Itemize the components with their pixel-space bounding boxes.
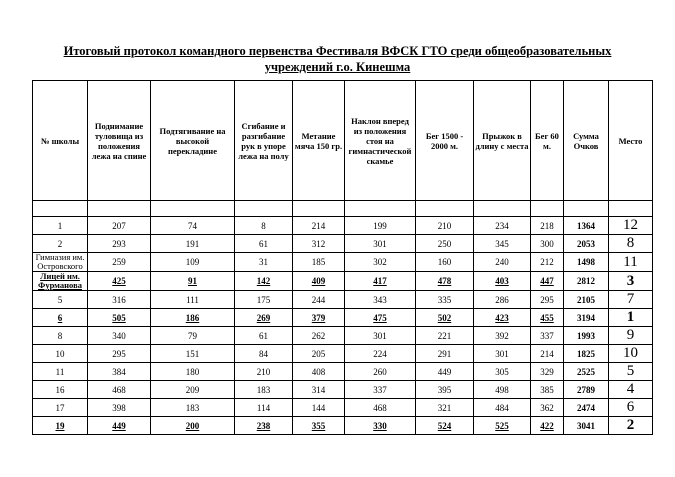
cell-score: 183 [151,399,235,417]
cell-score: 61 [235,327,293,345]
col-header-place: Место [609,81,653,201]
cell-place: 4 [609,381,653,399]
cell-score: 417 [345,272,416,291]
table-row [33,272,653,291]
cell-score: 210 [416,217,474,235]
cell-place: 10 [609,345,653,363]
cell-score: 109 [151,253,235,272]
cell-score: 403 [474,272,531,291]
cell-score: 340 [88,327,151,345]
cell-school: Лицей им. Фурманова [33,272,88,291]
col-header-run-60: Бег 60 м. [531,81,564,201]
cell-score: 183 [235,381,293,399]
cell-score: 355 [293,417,345,435]
col-header-school: № школы [33,81,88,201]
cell-score: 449 [88,417,151,435]
cell-score: 185 [293,253,345,272]
cell-score: 224 [345,345,416,363]
cell-score: 423 [474,309,531,327]
table-row [33,345,653,363]
cell-score: 214 [293,217,345,235]
cell-score: 329 [531,363,564,381]
cell-score: 335 [416,291,474,309]
cell-score: 447 [531,272,564,291]
cell-score: 379 [293,309,345,327]
col-header-pullups: Подтягивание на высокой перекладине [151,81,235,201]
cell-score: 505 [88,309,151,327]
cell-school: 1 [33,217,88,235]
cell-score: 384 [88,363,151,381]
cell-score: 449 [416,363,474,381]
cell-score: 525 [474,417,531,435]
cell-score: 409 [293,272,345,291]
cell-score: 209 [151,381,235,399]
cell-school: 2 [33,235,88,253]
cell-score: 295 [88,345,151,363]
cell-score: 337 [531,327,564,345]
cell-score: 475 [345,309,416,327]
cell-score: 244 [293,291,345,309]
title-line-1: Итоговый протокол командного первенства Фестиваля ВФСК ГТО среди общеобразовательных [63,44,612,58]
cell-place: 12 [609,217,653,235]
cell-score: 200 [151,417,235,435]
cell-score: 259 [88,253,151,272]
cell-score: 498 [474,381,531,399]
cell-score: 84 [235,345,293,363]
col-header-bend: Наклон вперед из положения стоя на гимнастической скамье [345,81,416,201]
cell-score: 337 [345,381,416,399]
cell-score: 300 [531,235,564,253]
cell-score: 408 [293,363,345,381]
cell-place: 5 [609,363,653,381]
cell-score: 262 [293,327,345,345]
cell-score: 316 [88,291,151,309]
cell-score: 234 [474,217,531,235]
cell-score: 214 [531,345,564,363]
cell-sum: 1364 [564,217,609,235]
cell-school: 10 [33,345,88,363]
cell-score: 468 [88,381,151,399]
cell-score: 502 [416,309,474,327]
table-row [33,291,653,309]
cell-place: 9 [609,327,653,345]
table-row [33,253,653,272]
cell-score: 207 [88,217,151,235]
cell-score: 295 [531,291,564,309]
cell-sum: 2525 [564,363,609,381]
cell-school: 8 [33,327,88,345]
cell-place: 11 [609,253,653,272]
cell-score: 305 [474,363,531,381]
cell-score: 151 [151,345,235,363]
cell-sum: 3041 [564,417,609,435]
cell-sum: 3194 [564,309,609,327]
document-title [30,43,645,75]
cell-sum: 2812 [564,272,609,291]
cell-score: 286 [474,291,531,309]
cell-place: 2 [609,417,653,435]
cell-sum: 2474 [564,399,609,417]
cell-score: 142 [235,272,293,291]
table-row [33,363,653,381]
title-line-2: учреждений г.о. Кинешма [264,60,411,74]
cell-score: 362 [531,399,564,417]
col-header-pushups: Сгибание и разгибание рук в упоре лежа на полу [235,81,293,201]
cell-score: 330 [345,417,416,435]
cell-score: 293 [88,235,151,253]
cell-score: 218 [531,217,564,235]
cell-score: 392 [474,327,531,345]
cell-score: 301 [345,235,416,253]
cell-place: 8 [609,235,653,253]
cell-score: 301 [345,327,416,345]
cell-score: 205 [293,345,345,363]
cell-score: 111 [151,291,235,309]
cell-score: 321 [416,399,474,417]
cell-score: 79 [151,327,235,345]
col-header-sum: Сумма Очков [564,81,609,201]
cell-school: 5 [33,291,88,309]
cell-school: 16 [33,381,88,399]
cell-score: 398 [88,399,151,417]
cell-score: 301 [474,345,531,363]
cell-score: 269 [235,309,293,327]
cell-score: 343 [345,291,416,309]
cell-score: 180 [151,363,235,381]
cell-place: 3 [609,272,653,291]
cell-score: 191 [151,235,235,253]
cell-place: 6 [609,399,653,417]
cell-score: 74 [151,217,235,235]
col-header-run-long: Бег 1500 - 2000 м. [416,81,474,201]
cell-score: 175 [235,291,293,309]
table-row [33,399,653,417]
cell-score: 240 [474,253,531,272]
cell-score: 238 [235,417,293,435]
cell-score: 395 [416,381,474,399]
cell-score: 61 [235,235,293,253]
cell-score: 199 [345,217,416,235]
cell-score: 478 [416,272,474,291]
cell-score: 144 [293,399,345,417]
cell-score: 91 [151,272,235,291]
cell-score: 422 [531,417,564,435]
table-row [33,417,653,435]
cell-score: 302 [345,253,416,272]
cell-school: 19 [33,417,88,435]
table-row [33,217,653,235]
cell-score: 524 [416,417,474,435]
cell-sum: 2053 [564,235,609,253]
header-row [33,81,653,201]
cell-score: 455 [531,309,564,327]
cell-score: 31 [235,253,293,272]
cell-score: 260 [345,363,416,381]
col-header-jump: Прыжок в длину с места [474,81,531,201]
cell-score: 114 [235,399,293,417]
cell-score: 345 [474,235,531,253]
cell-school: 6 [33,309,88,327]
cell-sum: 1498 [564,253,609,272]
cell-score: 291 [416,345,474,363]
cell-score: 314 [293,381,345,399]
cell-score: 484 [474,399,531,417]
cell-place: 1 [609,309,653,327]
cell-school: 11 [33,363,88,381]
cell-score: 210 [235,363,293,381]
results-table [32,80,653,435]
cell-score: 8 [235,217,293,235]
cell-school: 17 [33,399,88,417]
table-row [33,309,653,327]
cell-score: 221 [416,327,474,345]
cell-score: 425 [88,272,151,291]
cell-sum: 2789 [564,381,609,399]
col-header-situps: Поднимание туловища из положения лежа на спине [88,81,151,201]
cell-sum: 1993 [564,327,609,345]
table-row [33,327,653,345]
cell-score: 250 [416,235,474,253]
empty-spacer-row [33,201,653,217]
cell-score: 160 [416,253,474,272]
col-header-throw: Метание мяча 150 гр. [293,81,345,201]
cell-score: 312 [293,235,345,253]
cell-sum: 1825 [564,345,609,363]
cell-score: 212 [531,253,564,272]
cell-sum: 2105 [564,291,609,309]
cell-score: 468 [345,399,416,417]
table-row [33,235,653,253]
cell-place: 7 [609,291,653,309]
cell-score: 186 [151,309,235,327]
cell-school: Гимназия им. Островского [33,253,88,272]
table-row [33,381,653,399]
cell-score: 385 [531,381,564,399]
